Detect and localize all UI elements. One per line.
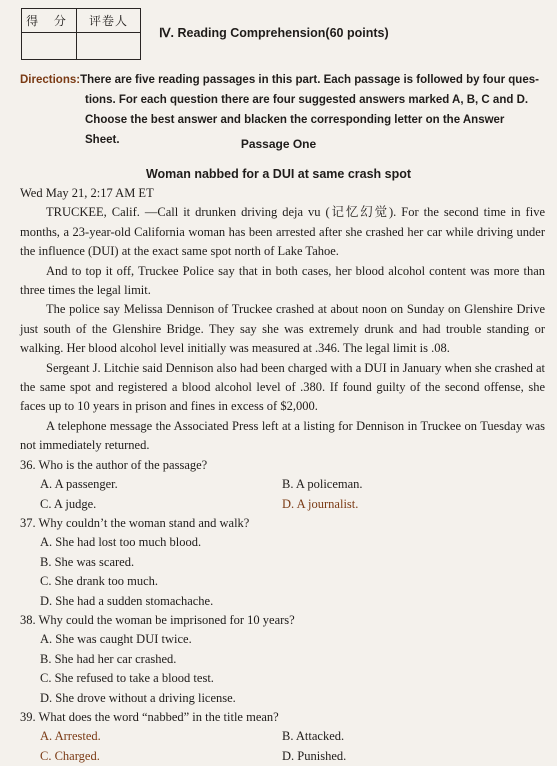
- directions-label: Directions:: [20, 74, 81, 86]
- directions-line-3: Choose the best answer and blacken the corresponding letter on the Answer Sheet.: [85, 114, 505, 146]
- score-label: 得 分: [22, 9, 77, 33]
- question-37-option-a[interactable]: A. She had lost too much blood.: [40, 535, 202, 550]
- question-39-option-a[interactable]: A. Arrested.: [40, 729, 101, 744]
- question-38-option-b[interactable]: B. She had her car crashed.: [40, 651, 177, 666]
- passage-title: Woman nabbed for a DUI at same crash spot: [145, 167, 412, 181]
- question-36-option-d[interactable]: D. A journalist.: [282, 496, 359, 511]
- question-39-option-b[interactable]: B. Attacked.: [282, 729, 345, 744]
- question-39-option-d[interactable]: D. Punished.: [282, 748, 347, 763]
- question-36-option-a[interactable]: A. A passenger.: [40, 477, 118, 492]
- paragraph-1: TRUCKEE, Calif. —Call it drunken driving deja vu (记忆幻觉). For the second time in five months, a 23-year-old California woman has been arrested after she crashed her car while driving under the influence (DUI) at the exact same spot north of Lake Tahoe.: [20, 205, 545, 259]
- question-39-stem: 39. What does the word “nabbed” in the title mean?: [20, 709, 279, 724]
- question-38-option-c[interactable]: C. She refused to take a blood test.: [40, 671, 214, 686]
- question-36-options: [20, 475, 545, 514]
- passage-body: [20, 184, 545, 766]
- question-36-option-b[interactable]: B. A policeman.: [282, 477, 363, 492]
- question-36-stem: 36. Who is the author of the passage?: [20, 457, 208, 472]
- section-title: Ⅳ. Reading Comprehension(60 points): [159, 26, 389, 40]
- passage-number: Passage One: [240, 137, 317, 151]
- paragraph-3: The police say Melissa Dennison of Truckee crashed at about noon on Sunday on Glenshire Drive just south of the Glenshire Bridge. They say she was extremely drunk and had trouble standing or walking. Her blood alcohol level initially was measured at .346. The legal limit is .08.: [20, 302, 545, 356]
- paragraph-5: A telephone message the Associated Press left at a listing for Dennison in Truckee on Tuesday was not immediately returned.: [20, 418, 545, 453]
- question-37-stem: 37. Why couldn’t the woman stand and walk?: [20, 515, 250, 530]
- question-37-option-c[interactable]: C. She drank too much.: [40, 574, 159, 589]
- grader-entry-cell: [77, 33, 140, 59]
- question-37-options: [20, 533, 545, 611]
- question-38-stem: 38. Why could the woman be imprisoned for 10 years?: [20, 612, 295, 627]
- paragraph-2: And to top it off, Truckee Police say that in both cases, her blood alcohol content was more than three times the legal limit.: [20, 263, 545, 298]
- score-entry-cell: [22, 33, 77, 59]
- question-39-option-c[interactable]: C. Charged.: [40, 748, 100, 763]
- question-38-option-a[interactable]: A. She was caught DUI twice.: [40, 632, 192, 647]
- question-37-option-d[interactable]: D. She had a sudden stomachache.: [40, 593, 214, 608]
- question-36-option-c[interactable]: C. A judge.: [40, 496, 97, 511]
- directions-line-2: tions. For each question there are four suggested answers marked A, B, C and D.: [85, 94, 529, 106]
- score-box: [21, 8, 141, 60]
- question-38-options: [20, 630, 545, 708]
- dateline: Wed May 21, 2:17 AM ET: [20, 186, 154, 200]
- question-37-option-b[interactable]: B. She was scared.: [40, 554, 135, 569]
- question-38-option-d[interactable]: D. She drove without a driving license.: [40, 690, 236, 705]
- directions-line-1: There are five reading passages in this part. Each passage is followed by four ques-: [80, 74, 539, 86]
- question-39-options: [20, 727, 545, 766]
- grader-label: 评卷人: [77, 9, 140, 33]
- paragraph-4: Sergeant J. Litchie said Dennison also had been charged with a DUI in January when she crashed at the same spot and registered a blood alcohol level of .380. If found guilty of the second offense, she faces up to 10 years in prison and fines in excess of $2,000.: [20, 360, 545, 414]
